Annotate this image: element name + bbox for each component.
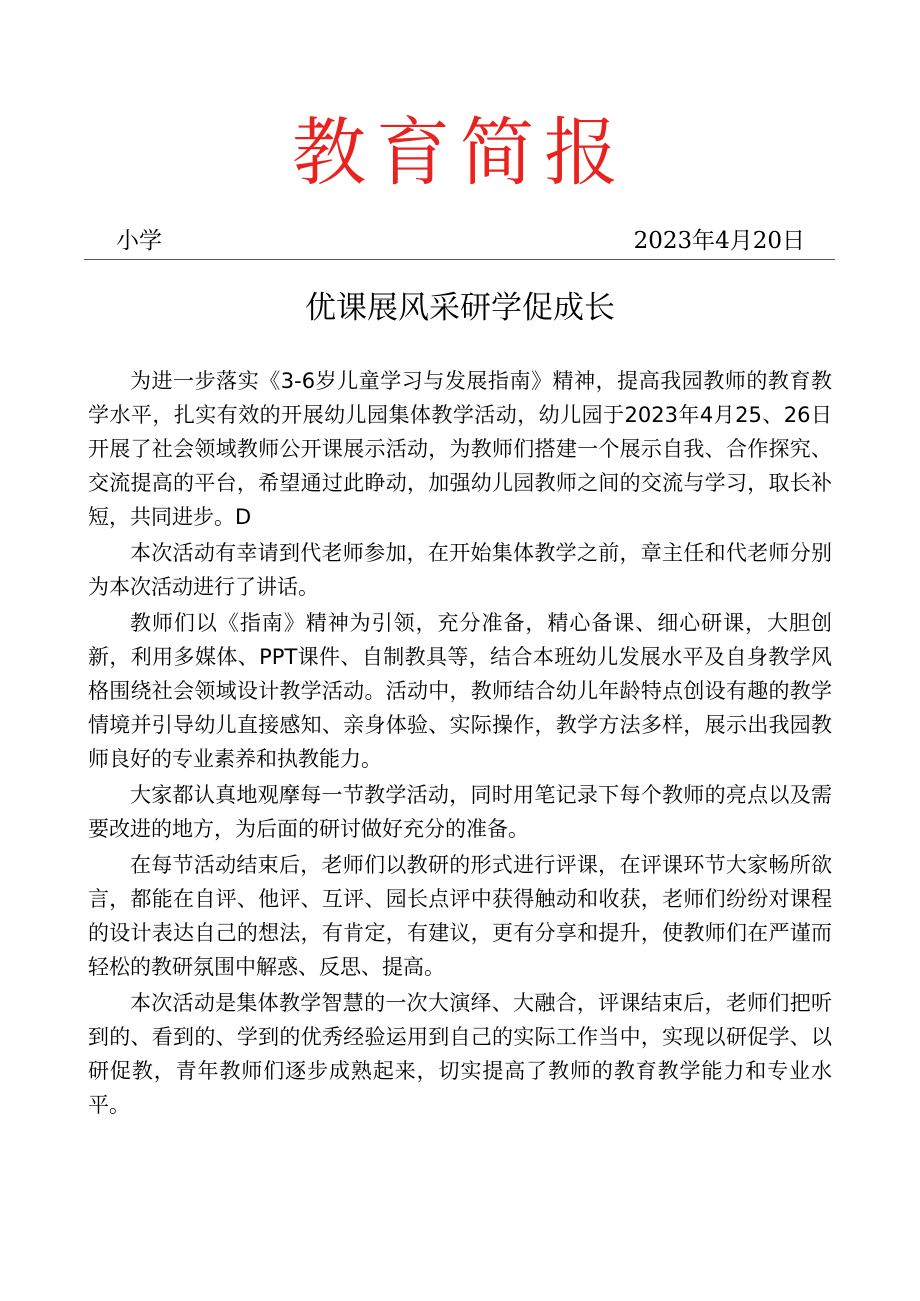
paragraph: 在每节活动结束后，老师们以教研的形式进行评课，在评课环节大家畅所欲言，都能在自评、他评、互评、园长点评中获得触动和收获，老师们纷纷对课程的设计表达自己的想法，有肯定，有建议，更有分享和提升，使教师们在严谨而轻松的教研氛围中解惑、反思、提高。 xyxy=(88,853,832,979)
issue-date: 2023年4月20日 xyxy=(633,228,805,254)
paragraph: 大家都认真地观摩每一节教学活动，同时用笔记录下每个教师的亮点以及需要改进的地方，为后面的研讨做好充分的准备。 xyxy=(88,783,832,841)
paragraph: 本次活动是集体教学智慧的一次大演绎、大融合，评课结束后，老师们把听到的、看到的、学到的优秀经验运用到自己的实际工作当中，实现以研促学、以研促教，青年教师们逐步成熟起来，切实提高了教师的教育教学能力和专业水平。 xyxy=(88,991,832,1117)
paragraph: 为进一步落实《3-6岁儿童学习与发展指南》精神，提高我园教师的教育教学水平，扎实有效的开展幼儿园集体教学活动，幼儿园于2023年4月25、26日开展了社会领域教师公开课展示活动，为教师们搭建一个展示自我、合作探究、交流提高的平台，希望通过此睁动，加强幼儿园教师之间的交流与学习，取长补短，共同进步。D xyxy=(88,369,832,529)
article-body xyxy=(88,364,832,1124)
header-divider xyxy=(84,259,835,260)
newsletter-masthead-title: 教育简报 xyxy=(292,110,628,196)
school-label: 小学 xyxy=(116,228,162,254)
header-meta-row xyxy=(84,224,835,258)
article-title: 优课展风采研学促成长 xyxy=(305,290,615,326)
paragraph: 教师们以《指南》精神为引领，充分准备，精心备课、细心研课，大胆创新，利用多媒体、PPT课件、自制教具等，结合本班幼儿发展水平及自身教学风格围绕社会领域设计教学活动。活动中，教师结合幼儿年龄特点创设有趣的教学情境并引导幼儿直接感知、亲身体验、实际操作，教学方法多样，展示出我园教师良好的专业素养和执教能力。 xyxy=(88,611,832,771)
paragraph: 本次活动有幸请到代老师参加，在开始集体教学之前，章主任和代老师分别为本次活动进行了讲话。 xyxy=(88,541,832,599)
